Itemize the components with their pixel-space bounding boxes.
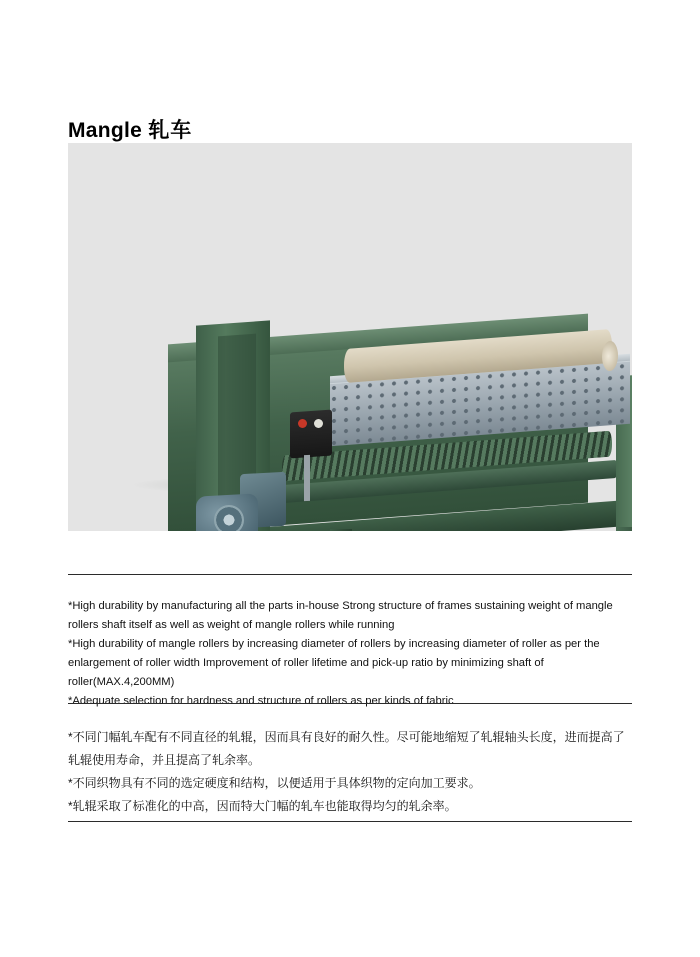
english-feature-3: *Adequate selection for hardness and structure of rollers as per kinds of fabric [68,695,454,707]
divider-middle [68,703,632,704]
chinese-feature-1: *不同门幅轧车配有不同直径的轧辊，因而具有良好的耐久性。尽可能地缩短了轧辊轴头长度，进而提高了轧辊使用寿命，并且提高了轧余率。 [68,730,625,767]
divider-top [68,574,632,575]
left-frame-face [218,334,256,497]
support-leg-center [330,529,352,531]
page-title [68,114,192,144]
page-title-chinese: 轧车 [148,119,193,143]
english-feature-2: *High durability of mangle rollers by increasing diameter of rollers by increasing diameter of roller as per the enlargement of roller width Improvement of roller lifetime and pick-up ratio by minimizing shaft of roller(MAX.4,200MM) [68,638,600,688]
english-features-block [68,597,634,711]
chinese-features-block [68,726,634,818]
control-box [290,410,332,459]
chinese-feature-2: *不同织物具有不同的选定硬度和结构，以便适用于具体织物的定向加工要求。 [68,776,481,790]
motor-fan-cover [214,505,244,531]
control-indicator-red-icon [298,419,307,428]
support-leg-right [616,527,632,531]
english-feature-1: *High durability by manufacturing all the parts in-house Strong structure of frames sustaining weight of mangle rollers shaft itself as well as weight of mangle rollers while running [68,600,613,631]
control-indicator-white-icon [314,419,323,428]
chinese-feature-3: *轧辊采取了标准化的中高，因而特大门幅的轧车也能取得均匀的轧余率。 [68,799,457,813]
control-box-stand [304,455,310,501]
divider-bottom [68,821,632,822]
machine-photo [68,143,632,531]
page-title-english: Mangle [68,119,143,143]
machine-illustration [68,143,632,531]
